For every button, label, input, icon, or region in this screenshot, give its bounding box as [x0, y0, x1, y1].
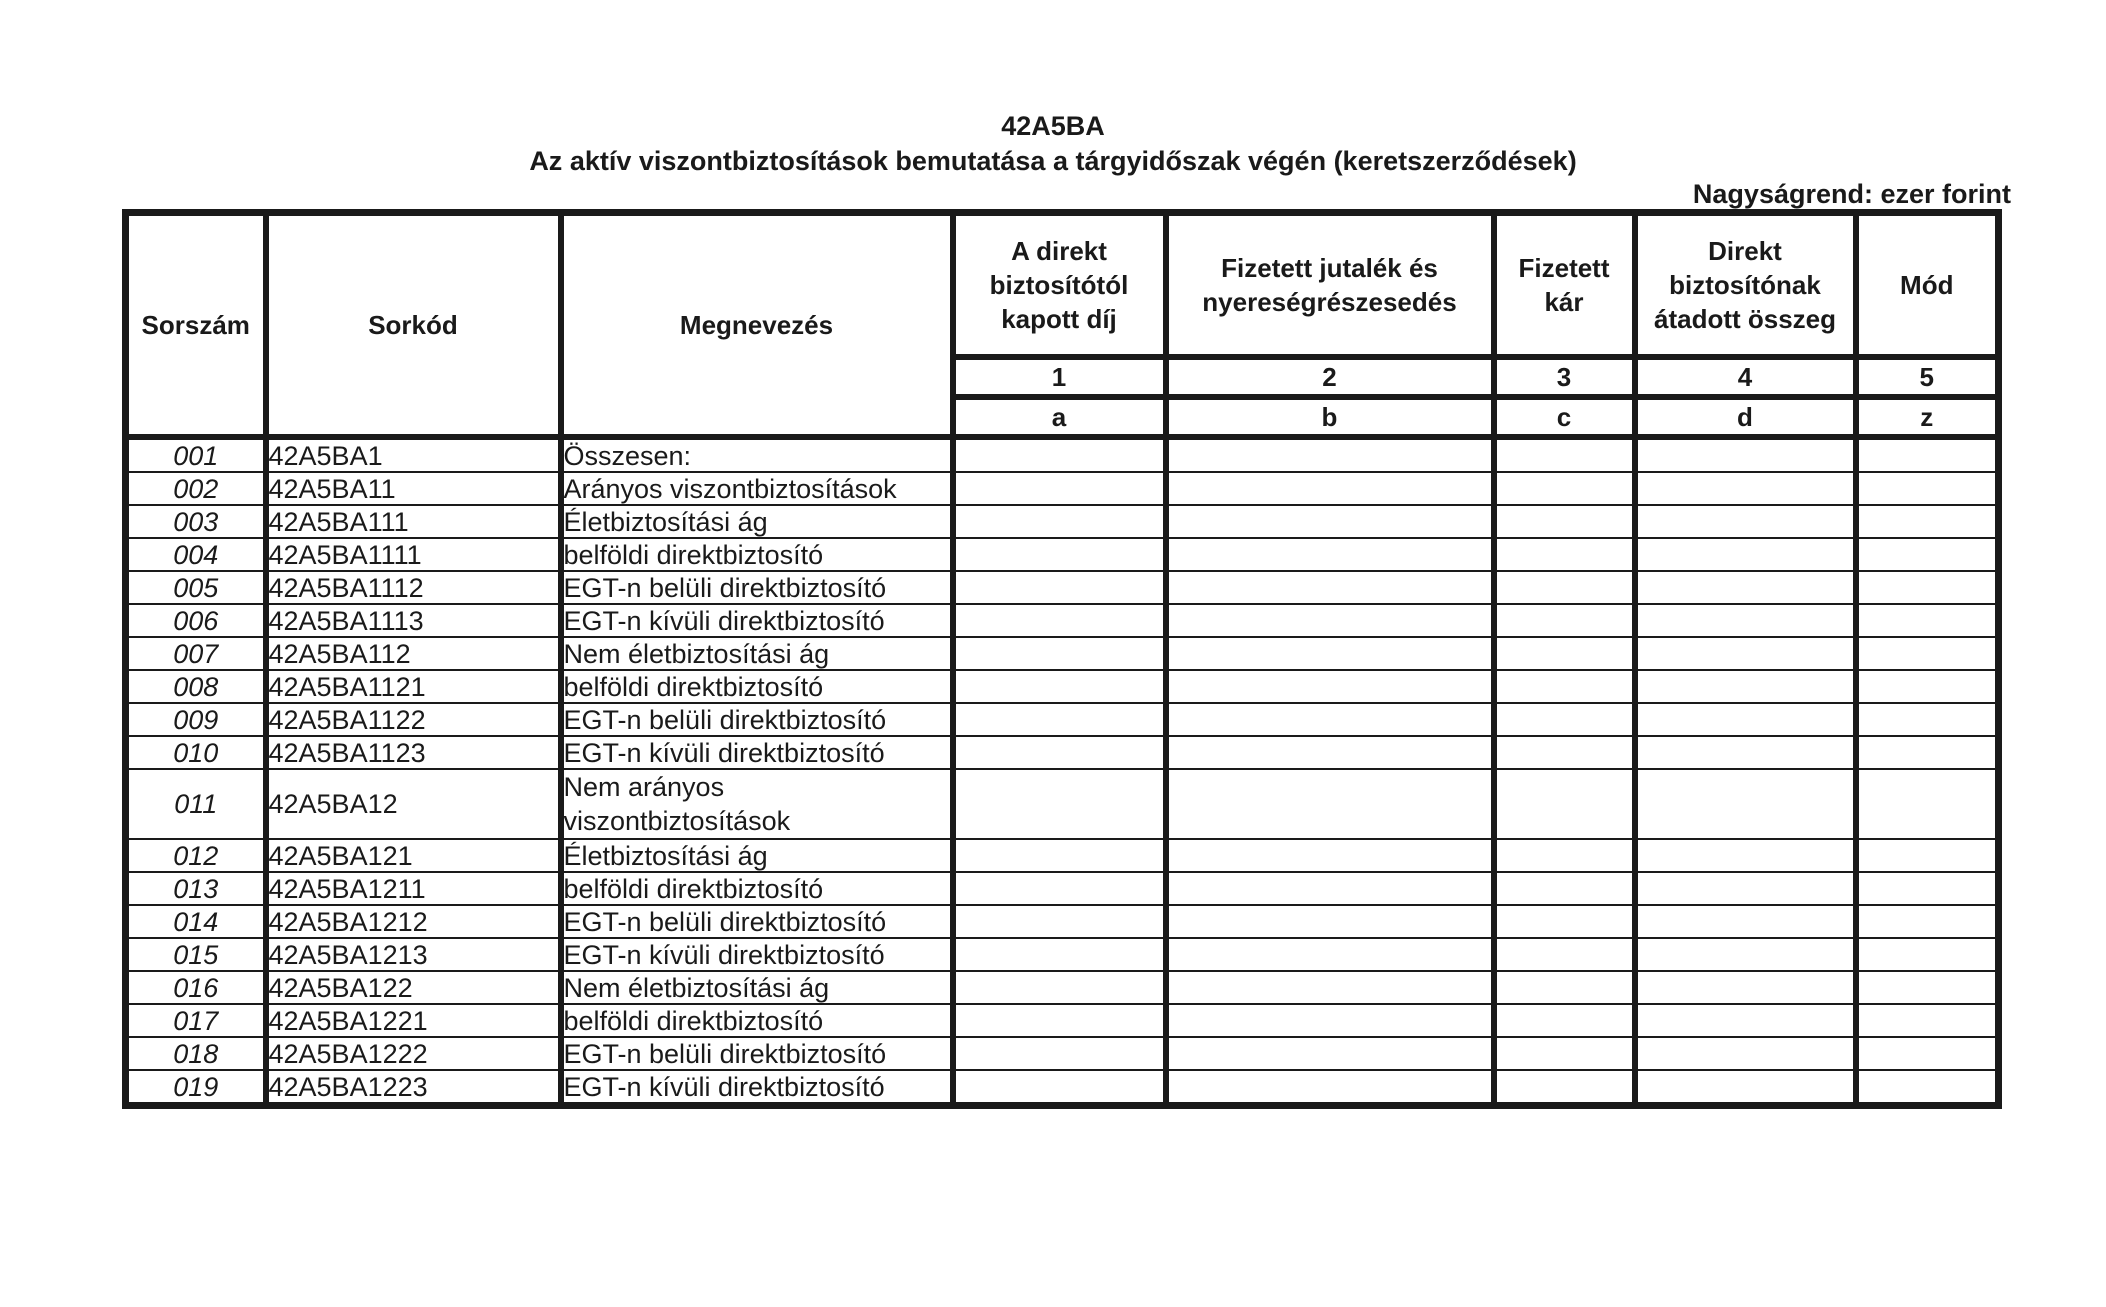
value-cell[interactable]	[1635, 839, 1856, 872]
value-cell[interactable]	[953, 872, 1166, 905]
form-code: 42A5BA	[1001, 111, 1105, 141]
value-cell[interactable]	[1494, 971, 1635, 1004]
table-row	[126, 839, 1999, 872]
value-cell[interactable]	[1856, 971, 1999, 1004]
value-cell[interactable]	[1856, 905, 1999, 938]
value-cell[interactable]	[1166, 736, 1494, 769]
row-megnevezes: EGT-n kívüli direktbiztosító	[561, 736, 953, 769]
value-cell[interactable]	[1856, 604, 1999, 637]
value-cell[interactable]	[1635, 505, 1856, 538]
row-sorkod: 42A5BA1113	[266, 604, 561, 637]
row-sorszam: 015	[126, 938, 266, 971]
value-cell[interactable]	[1635, 1037, 1856, 1070]
value-cell[interactable]	[1166, 472, 1494, 505]
table-row	[126, 538, 1999, 571]
row-sorkod: 42A5BA1223	[266, 1070, 561, 1106]
table-row	[126, 736, 1999, 769]
row-sorkod: 42A5BA11	[266, 472, 561, 505]
row-sorszam: 002	[126, 472, 266, 505]
value-cell[interactable]	[1635, 736, 1856, 769]
value-cell[interactable]	[1494, 472, 1635, 505]
row-megnevezes: Összesen:	[561, 437, 953, 472]
value-cell[interactable]	[1856, 736, 1999, 769]
header-megnevezes: Megnevezés	[561, 213, 953, 438]
value-cell[interactable]	[953, 637, 1166, 670]
value-cell[interactable]	[953, 905, 1166, 938]
value-cell[interactable]	[953, 472, 1166, 505]
value-cell[interactable]	[1856, 872, 1999, 905]
row-megnevezes: Nem arányos viszontbiztosítások	[561, 769, 953, 839]
value-cell[interactable]	[1494, 571, 1635, 604]
header-sorszam: Sorszám	[126, 213, 266, 438]
table-row	[126, 1004, 1999, 1037]
column-number: 5	[1856, 357, 1999, 397]
value-cell[interactable]	[1635, 769, 1856, 839]
value-cell[interactable]	[953, 736, 1166, 769]
value-cell[interactable]	[1856, 839, 1999, 872]
row-sorszam: 008	[126, 670, 266, 703]
value-cell[interactable]	[1635, 637, 1856, 670]
column-letter: b	[1166, 397, 1494, 437]
row-sorszam: 018	[126, 1037, 266, 1070]
unit-label: Nagyságrend: ezer forint	[1692, 179, 2011, 209]
row-sorszam: 005	[126, 571, 266, 604]
value-cell[interactable]	[1635, 1070, 1856, 1106]
table-row	[126, 437, 1999, 472]
value-cell[interactable]	[953, 1037, 1166, 1070]
row-megnevezes: EGT-n belüli direktbiztosító	[561, 1037, 953, 1070]
value-cell[interactable]	[1856, 938, 1999, 971]
value-cell[interactable]	[1856, 437, 1999, 472]
row-sorszam: 017	[126, 1004, 266, 1037]
value-cell[interactable]	[1494, 637, 1635, 670]
row-sorkod: 42A5BA1212	[266, 905, 561, 938]
value-cell[interactable]	[1856, 1037, 1999, 1070]
row-megnevezes: EGT-n belüli direktbiztosító	[561, 571, 953, 604]
value-cell[interactable]	[1166, 604, 1494, 637]
table-row	[126, 905, 1999, 938]
header-col2: Fizetett jutalék és nyereségrészesedés	[1166, 213, 1494, 358]
table-row	[126, 769, 1999, 839]
table-row	[126, 472, 1999, 505]
row-sorkod: 42A5BA1	[266, 437, 561, 472]
value-cell[interactable]	[953, 437, 1166, 472]
report-table	[122, 209, 2002, 1109]
row-sorkod: 42A5BA111	[266, 505, 561, 538]
value-cell[interactable]	[1494, 604, 1635, 637]
value-cell[interactable]	[1635, 1004, 1856, 1037]
row-sorszam: 006	[126, 604, 266, 637]
table-row	[126, 637, 1999, 670]
column-letter: c	[1494, 397, 1635, 437]
column-letter: a	[953, 397, 1166, 437]
value-cell[interactable]	[953, 505, 1166, 538]
value-cell[interactable]	[953, 938, 1166, 971]
value-cell[interactable]	[1856, 637, 1999, 670]
table-row	[126, 571, 1999, 604]
value-cell[interactable]	[953, 971, 1166, 1004]
value-cell[interactable]	[953, 769, 1166, 839]
value-cell[interactable]	[1494, 839, 1635, 872]
row-megnevezes: EGT-n kívüli direktbiztosító	[561, 604, 953, 637]
row-sorkod: 42A5BA1111	[266, 538, 561, 571]
value-cell[interactable]	[1494, 736, 1635, 769]
value-cell[interactable]	[1166, 437, 1494, 472]
row-sorszam: 014	[126, 905, 266, 938]
value-cell[interactable]	[1166, 872, 1494, 905]
value-cell[interactable]	[1856, 571, 1999, 604]
value-cell[interactable]	[1856, 505, 1999, 538]
value-cell[interactable]	[1635, 971, 1856, 1004]
column-number: 1	[953, 357, 1166, 397]
value-cell[interactable]	[1635, 670, 1856, 703]
row-megnevezes: Életbiztosítási ág	[561, 505, 953, 538]
value-cell[interactable]	[1494, 505, 1635, 538]
value-cell[interactable]	[1635, 938, 1856, 971]
value-cell[interactable]	[1494, 670, 1635, 703]
value-cell[interactable]	[1166, 670, 1494, 703]
row-megnevezes: Életbiztosítási ág	[561, 839, 953, 872]
row-sorszam: 009	[126, 703, 266, 736]
table-row	[126, 703, 1999, 736]
row-sorkod: 42A5BA112	[266, 637, 561, 670]
row-megnevezes: EGT-n belüli direktbiztosító	[561, 703, 953, 736]
row-sorszam: 003	[126, 505, 266, 538]
header-col4: Direkt biztosítónak átadott összeg	[1635, 213, 1856, 358]
row-sorkod: 42A5BA1222	[266, 1037, 561, 1070]
row-sorszam: 019	[126, 1070, 266, 1106]
table-row	[126, 872, 1999, 905]
value-cell[interactable]	[1494, 905, 1635, 938]
value-cell[interactable]	[1494, 538, 1635, 571]
row-sorkod: 42A5BA122	[266, 971, 561, 1004]
form-title: Az aktív viszontbiztosítások bemutatása a tárgyidőszak végén (keretszerződések)	[529, 146, 1577, 176]
row-megnevezes: belföldi direktbiztosító	[561, 1004, 953, 1037]
value-cell[interactable]	[1856, 703, 1999, 736]
value-cell[interactable]	[1166, 769, 1494, 839]
value-cell[interactable]	[1494, 437, 1635, 472]
value-cell[interactable]	[1635, 604, 1856, 637]
table-row	[126, 938, 1999, 971]
value-cell[interactable]	[1635, 872, 1856, 905]
value-cell[interactable]	[1494, 769, 1635, 839]
value-cell[interactable]	[953, 703, 1166, 736]
row-sorkod: 42A5BA1121	[266, 670, 561, 703]
row-megnevezes: belföldi direktbiztosító	[561, 670, 953, 703]
row-sorszam: 001	[126, 437, 266, 472]
value-cell[interactable]	[1166, 938, 1494, 971]
row-sorkod: 42A5BA1221	[266, 1004, 561, 1037]
value-cell[interactable]	[1494, 872, 1635, 905]
value-cell[interactable]	[1856, 1070, 1999, 1106]
row-megnevezes: Arányos viszontbiztosítások	[561, 472, 953, 505]
value-cell[interactable]	[953, 839, 1166, 872]
row-megnevezes: Nem életbiztosítási ág	[561, 971, 953, 1004]
column-letter: z	[1856, 397, 1999, 437]
row-sorkod: 42A5BA1112	[266, 571, 561, 604]
value-cell[interactable]	[1494, 1004, 1635, 1037]
header-col1: A direkt biztosítótól kapott díj	[953, 213, 1166, 358]
value-cell[interactable]	[1856, 472, 1999, 505]
header-sorkod: Sorkód	[266, 213, 561, 438]
row-megnevezes: EGT-n kívüli direktbiztosító	[561, 938, 953, 971]
row-sorkod: 42A5BA121	[266, 839, 561, 872]
value-cell[interactable]	[1166, 538, 1494, 571]
row-megnevezes: EGT-n kívüli direktbiztosító	[561, 1070, 953, 1106]
column-number: 4	[1635, 357, 1856, 397]
value-cell[interactable]	[1635, 437, 1856, 472]
value-cell[interactable]	[1166, 571, 1494, 604]
value-cell[interactable]	[1166, 637, 1494, 670]
row-megnevezes: EGT-n belüli direktbiztosító	[561, 905, 953, 938]
value-cell[interactable]	[1166, 971, 1494, 1004]
value-cell[interactable]	[1635, 703, 1856, 736]
value-cell[interactable]	[953, 538, 1166, 571]
header-col5: Mód	[1856, 213, 1999, 358]
value-cell[interactable]	[953, 1004, 1166, 1037]
column-letter: d	[1635, 397, 1856, 437]
header-col3: Fizetett kár	[1494, 213, 1635, 358]
column-number: 2	[1166, 357, 1494, 397]
value-cell[interactable]	[1166, 1004, 1494, 1037]
row-megnevezes: Nem életbiztosítási ág	[561, 637, 953, 670]
row-sorszam: 016	[126, 971, 266, 1004]
row-sorszam: 012	[126, 839, 266, 872]
value-cell[interactable]	[953, 1070, 1166, 1106]
row-sorszam: 013	[126, 872, 266, 905]
row-sorszam: 007	[126, 637, 266, 670]
value-cell[interactable]	[1856, 538, 1999, 571]
value-cell[interactable]	[1856, 769, 1999, 839]
value-cell[interactable]	[1494, 1037, 1635, 1070]
row-sorkod: 42A5BA1122	[266, 703, 561, 736]
value-cell[interactable]	[1166, 1070, 1494, 1106]
value-cell[interactable]	[953, 571, 1166, 604]
table-row	[126, 1070, 1999, 1106]
value-cell[interactable]	[1494, 938, 1635, 971]
value-cell[interactable]	[1856, 670, 1999, 703]
value-cell[interactable]	[1166, 1037, 1494, 1070]
table-row	[126, 1037, 1999, 1070]
value-cell[interactable]	[1856, 1004, 1999, 1037]
row-megnevezes: belföldi direktbiztosító	[561, 538, 953, 571]
value-cell[interactable]	[1635, 472, 1856, 505]
value-cell[interactable]	[1166, 505, 1494, 538]
value-cell[interactable]	[1635, 571, 1856, 604]
row-sorszam: 004	[126, 538, 266, 571]
value-cell[interactable]	[1166, 839, 1494, 872]
table-row	[126, 971, 1999, 1004]
row-sorkod: 42A5BA1211	[266, 872, 561, 905]
value-cell[interactable]	[1494, 1070, 1635, 1106]
table-row	[126, 670, 1999, 703]
value-cell[interactable]	[1166, 703, 1494, 736]
row-sorszam: 010	[126, 736, 266, 769]
value-cell[interactable]	[1635, 538, 1856, 571]
table-row	[126, 505, 1999, 538]
column-number: 3	[1494, 357, 1635, 397]
value-cell[interactable]	[953, 604, 1166, 637]
value-cell[interactable]	[1494, 703, 1635, 736]
row-sorkod: 42A5BA12	[266, 769, 561, 839]
row-megnevezes: belföldi direktbiztosító	[561, 872, 953, 905]
row-sorszam: 011	[126, 769, 266, 839]
row-sorkod: 42A5BA1123	[266, 736, 561, 769]
value-cell[interactable]	[1166, 905, 1494, 938]
row-sorkod: 42A5BA1213	[266, 938, 561, 971]
value-cell[interactable]	[953, 670, 1166, 703]
table-row	[126, 604, 1999, 637]
value-cell[interactable]	[1635, 905, 1856, 938]
